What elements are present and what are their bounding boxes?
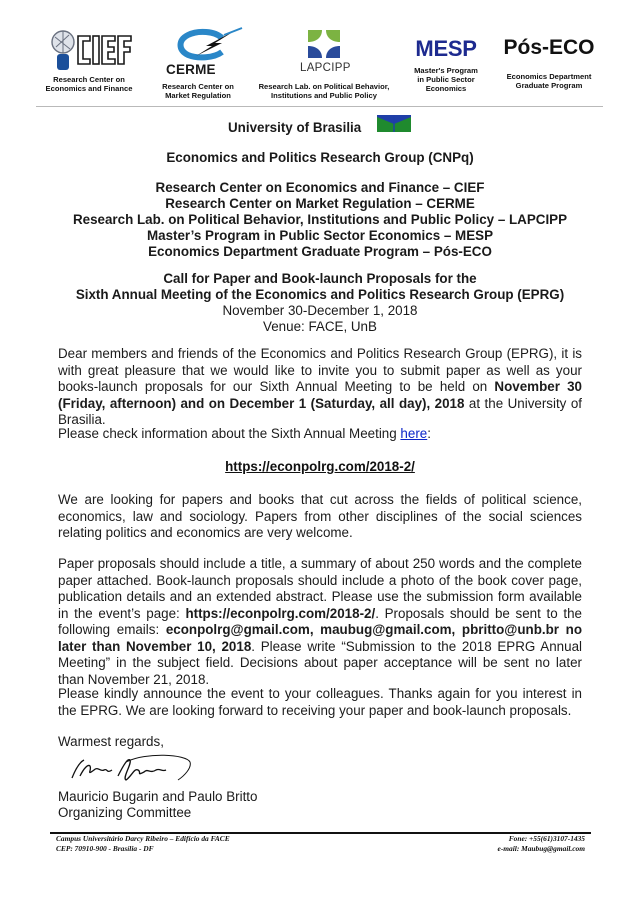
cief-caption-line: Research Center on — [53, 75, 125, 84]
footer-contact — [498, 834, 585, 853]
call-line: Sixth Annual Meeting of the Economics and Politics Research Group (EPRG) — [75, 287, 565, 302]
call-title — [0, 271, 640, 335]
logo-cief — [36, 28, 142, 98]
paragraph-announcement: Please kindly announce the event to your colleagues. Thanks again for you interest in the EPRG. We are looking forward to receiving your paper and book-launch proposals. — [58, 686, 582, 718]
mesp-caption-line: Economics — [425, 84, 467, 93]
pos-eco-name: Pós-ECO — [503, 36, 595, 59]
cerme-caption-line: Research Center on — [162, 82, 234, 91]
signature-block — [58, 789, 257, 821]
submission-emails-deadline: econpolrg@gmail.com, maubug@gmail.com, pbritto@unb.br no later than November 10, 2018 — [58, 622, 582, 654]
center-line: Research Lab. on Political Behavior, Institutions and Public Policy – LAPCIPP — [72, 212, 568, 227]
meeting-dates: November 30-December 1, 2018 — [222, 303, 418, 318]
lapcipp-name: LAPCIPP — [300, 62, 351, 74]
meeting-dates-bold: November 30 (Friday, afternoon) and on December 1 (Saturday, all day), 2018 — [58, 379, 582, 411]
research-group-title: Economics and Politics Research Group (CNPq) — [166, 150, 474, 165]
footer-phone: Fone: +55(61)3107-1435 — [508, 834, 585, 843]
here-link[interactable]: here — [400, 426, 428, 441]
submission-url: https://econpolrg.com/2018-2/ — [185, 605, 376, 621]
logo-lapcipp — [248, 28, 400, 104]
unb-logo-icon — [377, 115, 411, 132]
event-url-line — [0, 459, 640, 475]
university-name — [228, 120, 361, 136]
lapcipp-caption-line: Research Lab. on Political Behavior, — [258, 82, 390, 91]
signatories-names: Mauricio Bugarin and Paulo Britto — [58, 789, 258, 804]
address-line: Campus Universitário Darcy Ribeiro – Edifício da FACE — [56, 834, 230, 843]
event-url-link[interactable]: https://econpolrg.com/2018-2/ — [225, 459, 415, 474]
center-line: Research Center on Market Regulation – CERME — [165, 196, 475, 211]
paragraph-info: Please check information about the Sixth Annual Meeting here: — [58, 426, 431, 441]
centers-list — [0, 180, 640, 260]
logo-pos-eco — [494, 36, 604, 96]
paragraph-scope: We are looking for papers and books that cut across the fields of political science, economics, law and sociology. Papers from other disciplines of the social sciences relating politics and economics are very welcome. — [58, 492, 582, 540]
organizing-committee: Organizing Committee — [58, 805, 192, 820]
logo-cerme — [160, 26, 248, 102]
paragraph-submission: Paper proposals should include a title, a summary of about 250 words and the complete paper attached. Book-launch proposals should include a photo of the book cover page, publication details and an extended abstract. Please use the submission form available in the event’s page: https://econpolrg.com/2018-2/. Proposals should be sent to the following emails: econpolrg@gmail.com, maubug@gmail.com, pbritto@unb.br no later than November 10, 2018. Please write “Submission to the 2018 EPRG Annual Meeting” in the subject field. Decisions about paper acceptance will be sent no later than November 21, 2018. — [58, 556, 582, 687]
pos-eco-caption-line: Economics Department — [506, 72, 592, 81]
header-divider — [36, 106, 603, 107]
mesp-caption-line: in Public Sector — [417, 75, 475, 84]
center-line: Research Center on Economics and Finance – CIEF — [155, 180, 485, 195]
meeting-venue: Venue: FACE, UnB — [263, 319, 377, 334]
mesp-name: MESP — [415, 36, 477, 61]
call-line: Call for Paper and Book-launch Proposals for the — [163, 271, 477, 286]
cerme-caption-line: Market Regulation — [165, 91, 231, 100]
lapcipp-leaf-icon — [304, 28, 344, 62]
paragraph-invitation: Dear members and friends of the Economics and Politics Research Group (EPRG), it is with great pleasure that we would like to invite you to submit paper as well as your books-launch proposals for our Sixth Annual Meeting to be held on November 30 (Friday, afternoon) and on December 1 (Saturday, all day), 2018 at the University of Brasilia. — [58, 346, 582, 427]
cerme-lightning-icon — [160, 26, 248, 64]
logo-mesp — [408, 36, 484, 102]
center-line: Economics Department Graduate Program – Pós-ECO — [148, 244, 492, 259]
cerme-name: CERME — [166, 62, 216, 77]
center-line: Master’s Program in Public Sector Economics – MESP — [146, 228, 494, 243]
mesp-caption-line: Master's Program — [414, 66, 478, 75]
cief-caption-line: Economics and Finance — [45, 84, 133, 93]
cief-globe-icon — [36, 28, 142, 72]
signature-icon — [66, 754, 196, 786]
university-label: University of Brasilia — [228, 120, 362, 135]
footer-address — [56, 834, 230, 853]
closing-text: Warmest regards, — [58, 734, 164, 749]
address-line: CEP: 70910-900 - Brasília - DF — [56, 843, 154, 853]
lapcipp-caption-line: Institutions and Public Policy — [271, 91, 377, 100]
footer-email: e-mail: Maubug@gmail.com — [497, 843, 585, 853]
pos-eco-caption-line: Graduate Program — [515, 81, 583, 90]
